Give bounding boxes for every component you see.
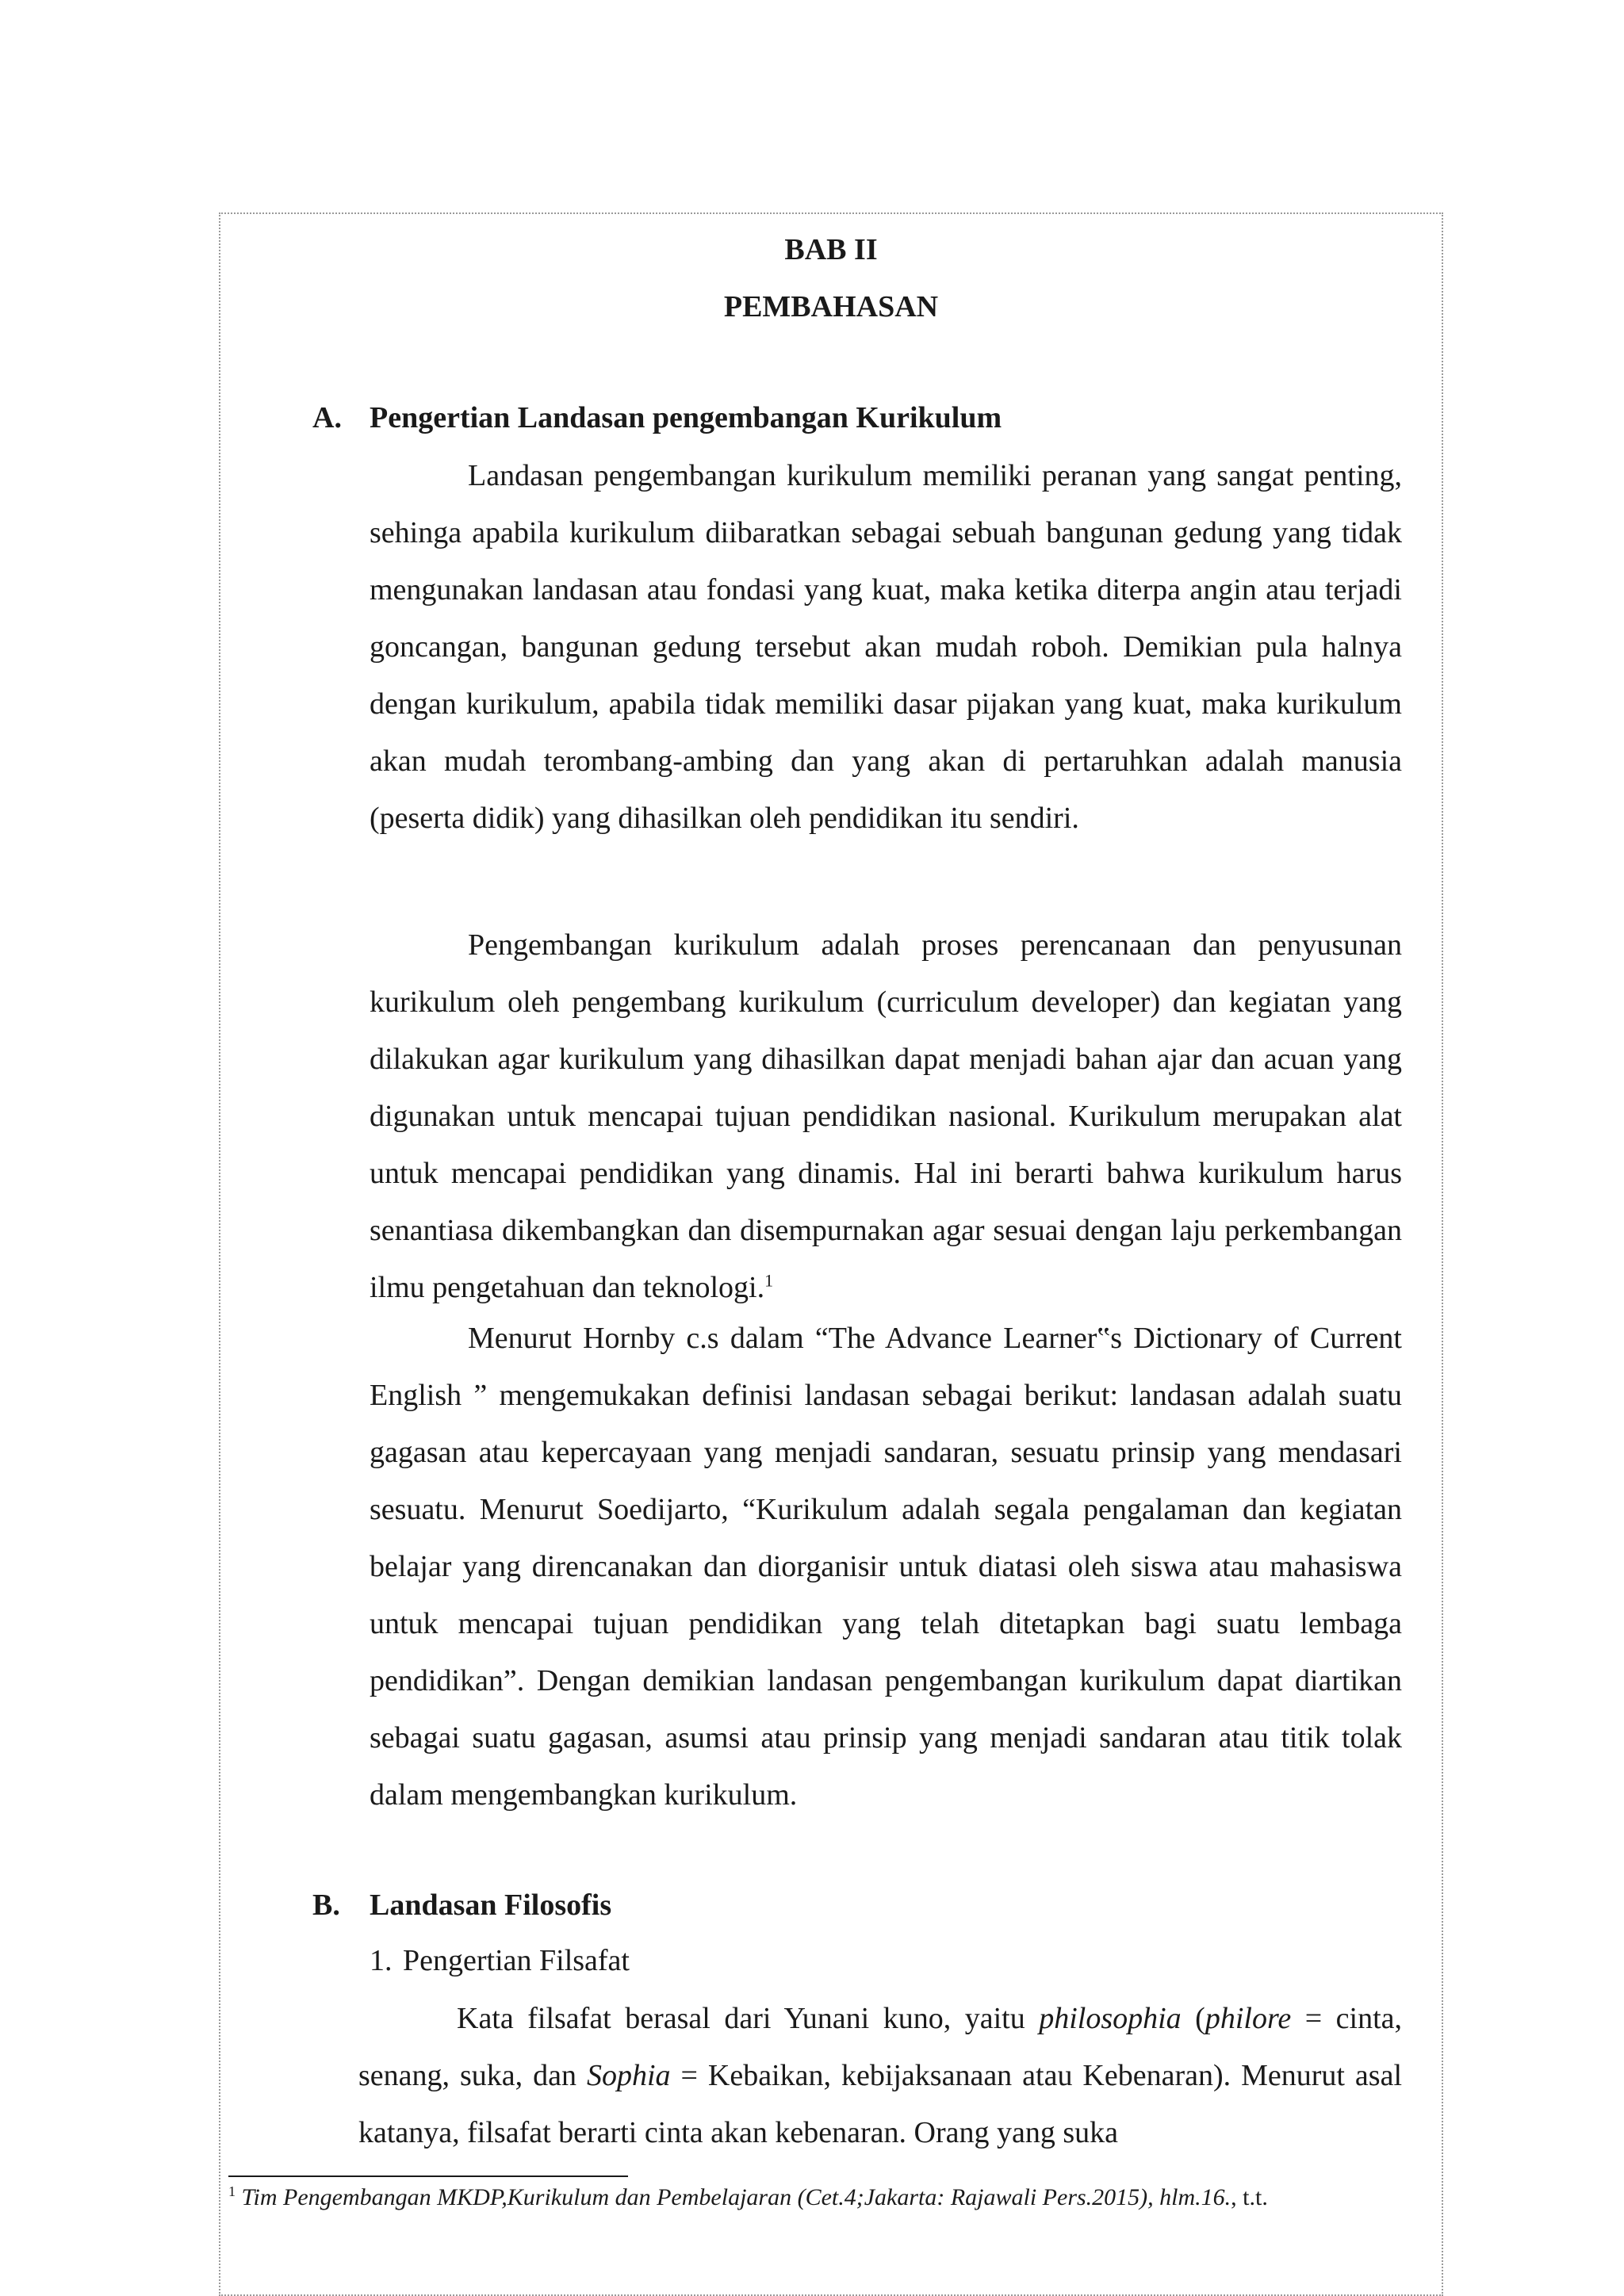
text-run: Kata filsafat berasal dari Yunani kuno, yaitu bbox=[457, 2002, 1040, 2035]
text-run: = Kebaikan, kebijaksanaan atau Kebenaran). Menurut asal katanya, filsafat berarti cinta akan kebenaran. Orang yang suka bbox=[358, 2059, 1402, 2149]
footnote-reference: 1 bbox=[764, 1270, 774, 1291]
italic-term: philore bbox=[1205, 2002, 1292, 2035]
section-b-letter: B. bbox=[312, 1888, 340, 1922]
section-a-paragraph-2-text: Pengembangan kurikulum adalah proses perencanaan dan penyusunan kurikulum oleh pengembang kurikulum (curriculum developer) dan kegiatan yang dilakukan agar kurikulum yang dihasilkan dapat menjadi bahan ajar dan acuan yang digunakan untuk mencapai tujuan pendidikan nasional. Kurikulum merupakan alat untuk mencapai pendidikan yang dinamis. Hal ini berarti bahwa kurikulum harus senantiasa dikembangkan dan disempurnakan agar sesuai dengan laju perkembangan ilmu pengetahuan dan teknologi. bbox=[370, 928, 1402, 1304]
text-run: ( bbox=[1181, 2002, 1205, 2035]
footnote bbox=[228, 2182, 1402, 2214]
footnote-text: Tim Pengembangan MKDP,Kurikulum dan Pembelajaran (Cet.4;Jakarta: Rajawali Pers.2015), hlm.16. bbox=[236, 2184, 1231, 2210]
text-run: = cinta, senang, suka, dan bbox=[358, 2002, 1403, 2092]
section-a-paragraph-3: Menurut Hornby c.s dalam “The Advance Learner‟s Dictionary of Current English ” mengemukakan definisi landasan sebagai berikut: landasan adalah suatu gagasan atau kepercayaan yang menjadi sandaran, sesuatu prinsip yang mendasari sesuatu. Menurut Soedijarto, “Kurikulum adalah segala pengalaman dan kegiatan belajar yang direncanakan dan diorganisir untuk diatasi oleh siswa atau mahasiswa untuk mencapai tujuan pendidikan yang telah ditetapkan bagi suatu lembaga pendidikan”. Dengan demikian landasan pengembangan kurikulum dapat diartikan sebagai suatu gagasan, asumsi atau prinsip yang menjadi sandaran atau titik tolak dalam mengembangkan kurikulum. bbox=[370, 1322, 1402, 1812]
italic-term: Sophia bbox=[586, 2059, 671, 2092]
section-a-paragraph-2 bbox=[370, 916, 1402, 1316]
section-a-title: Pengertian Landasan pengembangan Kurikulum bbox=[370, 401, 1002, 434]
footnote-continuation: , t.t. bbox=[1231, 2184, 1268, 2210]
chapter-number: BAB II bbox=[784, 233, 878, 266]
italic-term: philosophia bbox=[1039, 2002, 1182, 2035]
subsection-1-heading bbox=[370, 1941, 630, 1980]
section-a-paragraph-1: Landasan pengembangan kurikulum memiliki peranan yang sangat penting, sehinga apabila kurikulum diibaratkan sebagai sebuah bangunan gedung yang tidak mengunakan landasan atau fondasi yang kuat, maka ketika diterpa angin atau terjadi goncangan, bangunan gedung tersebut akan mudah roboh. Demikian pula halnya dengan kurikulum, apabila tidak memiliki dasar pijakan yang kuat, maka kurikulum akan mudah terombang-ambing dan yang akan di pertaruhkan adalah manusia (peserta didik) yang dihasilkan oleh pendidikan itu sendiri. bbox=[370, 459, 1402, 835]
subsection-1-number: 1. bbox=[370, 1944, 393, 1977]
footnote-separator bbox=[228, 2175, 628, 2177]
chapter-title: PEMBAHASAN bbox=[723, 290, 939, 323]
section-b-paragraph-1 bbox=[358, 1990, 1402, 2161]
footnote-number: 1 bbox=[228, 2183, 236, 2199]
subsection-1-title: Pengertian Filsafat bbox=[403, 1944, 630, 1977]
section-a-letter: A. bbox=[312, 401, 342, 434]
section-b-title: Landasan Filosofis bbox=[370, 1888, 612, 1922]
